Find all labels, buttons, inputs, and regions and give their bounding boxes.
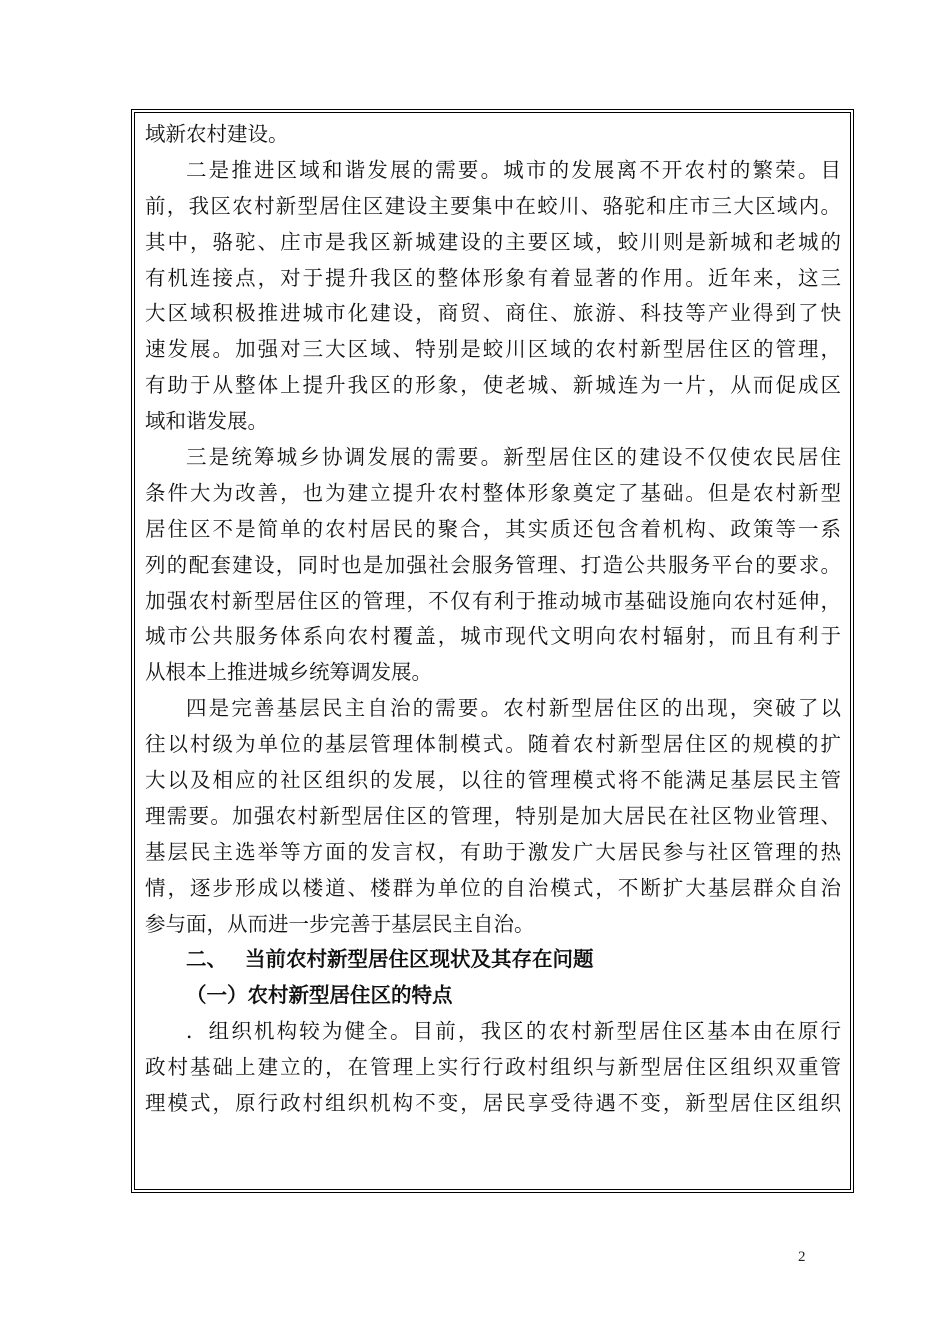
paragraph-line: 城市公共服务体系向农村覆盖，城市现代文明向农村辐射，而且有利于: [145, 624, 841, 649]
paragraph-line: 前，我区农村新型居住区建设主要集中在蛟川、骆驼和庄市三大区域内。: [145, 193, 841, 218]
paragraph-line: ．组织机构较为健全。目前，我区的农村新型居住区基本由在原行: [186, 1019, 841, 1044]
paragraph-line: 政村基础上建立的，在管理上实行行政村组织与新型居住区组织双重管: [145, 1055, 841, 1080]
paragraph-line: 三是统筹城乡协调发展的需要。新型居住区的建设不仅使农民居住: [186, 445, 841, 470]
paragraph-line: 从根本上推进城乡统筹调发展。: [145, 660, 432, 685]
paragraph-line: 居住区不是简单的农村居民的聚合，其实质还包含着机构、政策等一系: [145, 516, 841, 541]
subsection-heading: （一）农村新型居住区的特点: [186, 983, 453, 1008]
section-heading-title: 当前农村新型居住区现状及其存在问题: [245, 947, 594, 972]
paragraph-line: 理需要。加强农村新型居住区的管理，特别是加大居民在社区物业管理、: [145, 803, 841, 828]
paragraph-line: 往以村级为单位的基层管理体制模式。随着农村新型居住区的规模的扩: [145, 732, 841, 757]
page-number: 2: [798, 1249, 806, 1265]
paragraph-line: 有助于从整体上提升我区的形象，使老城、新城连为一片，从而促成区: [145, 373, 841, 398]
paragraph-line: 其中，骆驼、庄市是我区新城建设的主要区域，蛟川则是新城和老城的: [145, 229, 841, 254]
paragraph-line: 列的配套建设，同时也是加强社会服务管理、打造公共服务平台的要求。: [145, 552, 841, 577]
paragraph-line: 基层民主选举等方面的发言权，有助于激发广大居民参与社区管理的热: [145, 839, 841, 864]
document-body: [145, 117, 841, 1122]
section-heading-number: 二、: [186, 947, 227, 972]
section-heading: [145, 942, 841, 978]
paragraph-line: 四是完善基层民主自治的需要。农村新型居住区的出现，突破了以: [186, 696, 841, 721]
paragraph-line: 速发展。加强对三大区域、特别是蛟川区域的农村新型居住区的管理，: [145, 337, 841, 362]
paragraph-line: 理模式，原行政村组织机构不变，居民享受待遇不变，新型居住区组织: [145, 1091, 841, 1116]
document-frame: [134, 112, 851, 1190]
paragraph-line: 加强农村新型居住区的管理，不仅有利于推动城市基础设施向农村延伸，: [145, 588, 841, 613]
paragraph-line: 大区域积极推进城市化建设，商贸、商住、旅游、科技等产业得到了快: [145, 301, 841, 326]
paragraph-line: 域和谐发展。: [145, 409, 268, 434]
paragraph-line: 有机连接点，对于提升我区的整体形象有着显著的作用。近年来，这三: [145, 265, 841, 290]
paragraph-line: 域新农村建设。: [145, 122, 289, 146]
paragraph-line: 二是推进区域和谐发展的需要。城市的发展离不开农村的繁荣。目: [186, 157, 841, 182]
paragraph-line: 条件大为改善，也为建立提升农村整体形象奠定了基础。但是农村新型: [145, 480, 841, 505]
paragraph-line: 情，逐步形成以楼道、楼群为单位的自治模式，不断扩大基层群众自治: [145, 875, 841, 900]
paragraph-line: 大以及相应的社区组织的发展，以往的管理模式将不能满足基层民主管: [145, 768, 841, 793]
paragraph-line: 参与面，从而进一步完善于基层民主自治。: [145, 911, 535, 936]
